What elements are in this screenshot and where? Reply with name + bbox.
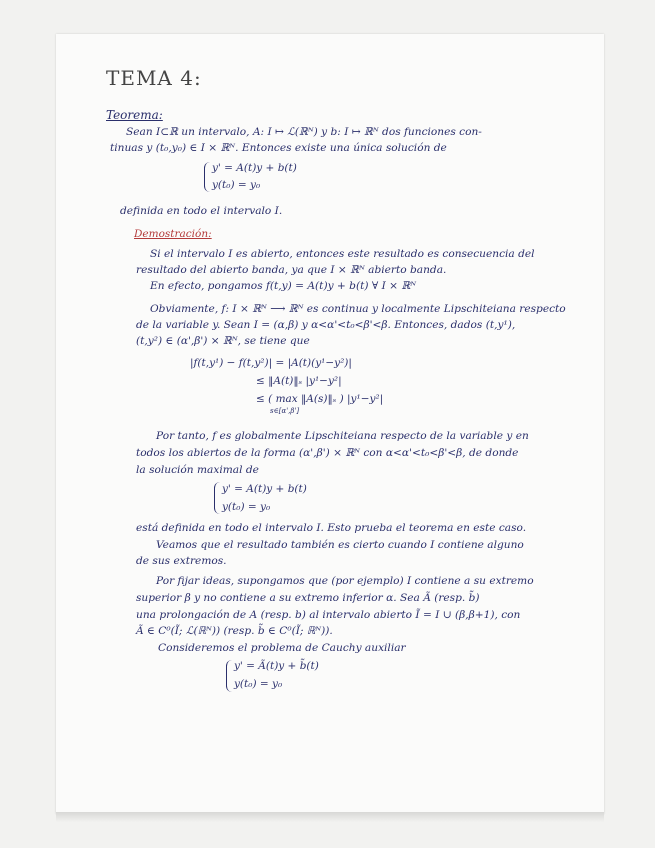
equation-line: y(t₀) = y₀	[222, 501, 271, 513]
equation-line: y' = A(t)y + b(t)	[212, 162, 297, 174]
proof-line: Obviamente, f: I × ℝᴺ ⟶ ℝᴺ es continua y localmente Lipschiteiana respecto	[150, 303, 566, 315]
theorem-line: definida en todo el intervalo I.	[120, 205, 283, 217]
equation-line: y' = Ã(t)y + b̃(t)	[234, 660, 319, 672]
equation-line: y(t₀) = y₀	[212, 179, 261, 191]
theorem-line: Sean I⊂ℝ un intervalo, A: I ↦ ℒ(ℝᴺ) y b: I ↦ ℝᴺ dos funciones con-	[126, 126, 482, 138]
theorem-heading: Teorema:	[106, 108, 163, 122]
proof-line: de sus extremos.	[136, 555, 227, 567]
page-edge-shadow	[56, 812, 604, 822]
proof-line: Por tanto, f es globalmente Lipschiteiana respecto de la variable y en	[156, 430, 529, 442]
proof-line: todos los abiertos de la forma (α',β') × ℝᴺ con α<α'<t₀<β'<β, de donde	[136, 447, 519, 459]
estimate-line: ≤ ‖A(t)‖ₛ |y¹−y²|	[256, 375, 342, 387]
proof-line: una prolongación de A (resp. b) al intervalo abierto Ĩ = I ∪ (β,β+1), con	[136, 609, 521, 621]
proof-line: de la variable y. Sean I = (α,β) y α<α'<t₀<β'<β. Entonces, dados (t,y¹),	[136, 319, 516, 331]
proof-line: Por fijar ideas, supongamos que (por ejemplo) I contiene a su extremo	[156, 575, 534, 587]
equation-line: y' = A(t)y + b(t)	[222, 483, 307, 495]
proof-line: la solución maximal de	[136, 464, 259, 476]
proof-line: superior β y no contiene a su extremo inferior α. Sea Ã (resp. b̃)	[136, 592, 480, 604]
proof-line: resultado del abierto banda, ya que I × ℝᴺ abierto banda.	[136, 264, 447, 276]
estimate-line: ≤ ( max ‖A(s)‖ₛ ) |y¹−y²|	[256, 393, 384, 405]
proof-line: (t,y²) ∈ (α',β') × ℝᴺ, se tiene que	[136, 335, 310, 347]
system-brace	[214, 482, 221, 514]
proof-heading: Demostración:	[134, 228, 212, 240]
estimate-line: |f(t,y¹) − f(t,y²)| = |A(t)(y¹−y²)|	[190, 357, 352, 369]
equation-line: y(t₀) = y₀	[234, 678, 283, 690]
proof-line: está definida en todo el intervalo I. Esto prueba el teorema en este caso.	[136, 522, 527, 534]
page-title: TEMA 4:	[106, 66, 202, 90]
system-brace	[226, 660, 233, 692]
proof-line: Si el intervalo I es abierto, entonces este resultado es consecuencia del	[150, 248, 535, 260]
proof-line: Veamos que el resultado también es cierto cuando I contiene alguno	[156, 539, 524, 551]
theorem-line: tinuas y (t₀,y₀) ∈ I × ℝᴺ. Entonces existe una única solución de	[110, 142, 447, 154]
max-subscript: s∈[α',β']	[270, 407, 300, 415]
proof-line: En efecto, pongamos f(t,y) = A(t)y + b(t) ∀ I × ℝᴺ	[150, 280, 417, 292]
proof-line: Consideremos el problema de Cauchy auxiliar	[158, 642, 406, 654]
system-brace	[204, 162, 211, 192]
proof-line: Ã ∈ C⁰(Ĩ; ℒ(ℝᴺ)) (resp. b̃ ∈ C⁰(Ĩ; ℝᴺ)).	[136, 625, 333, 637]
